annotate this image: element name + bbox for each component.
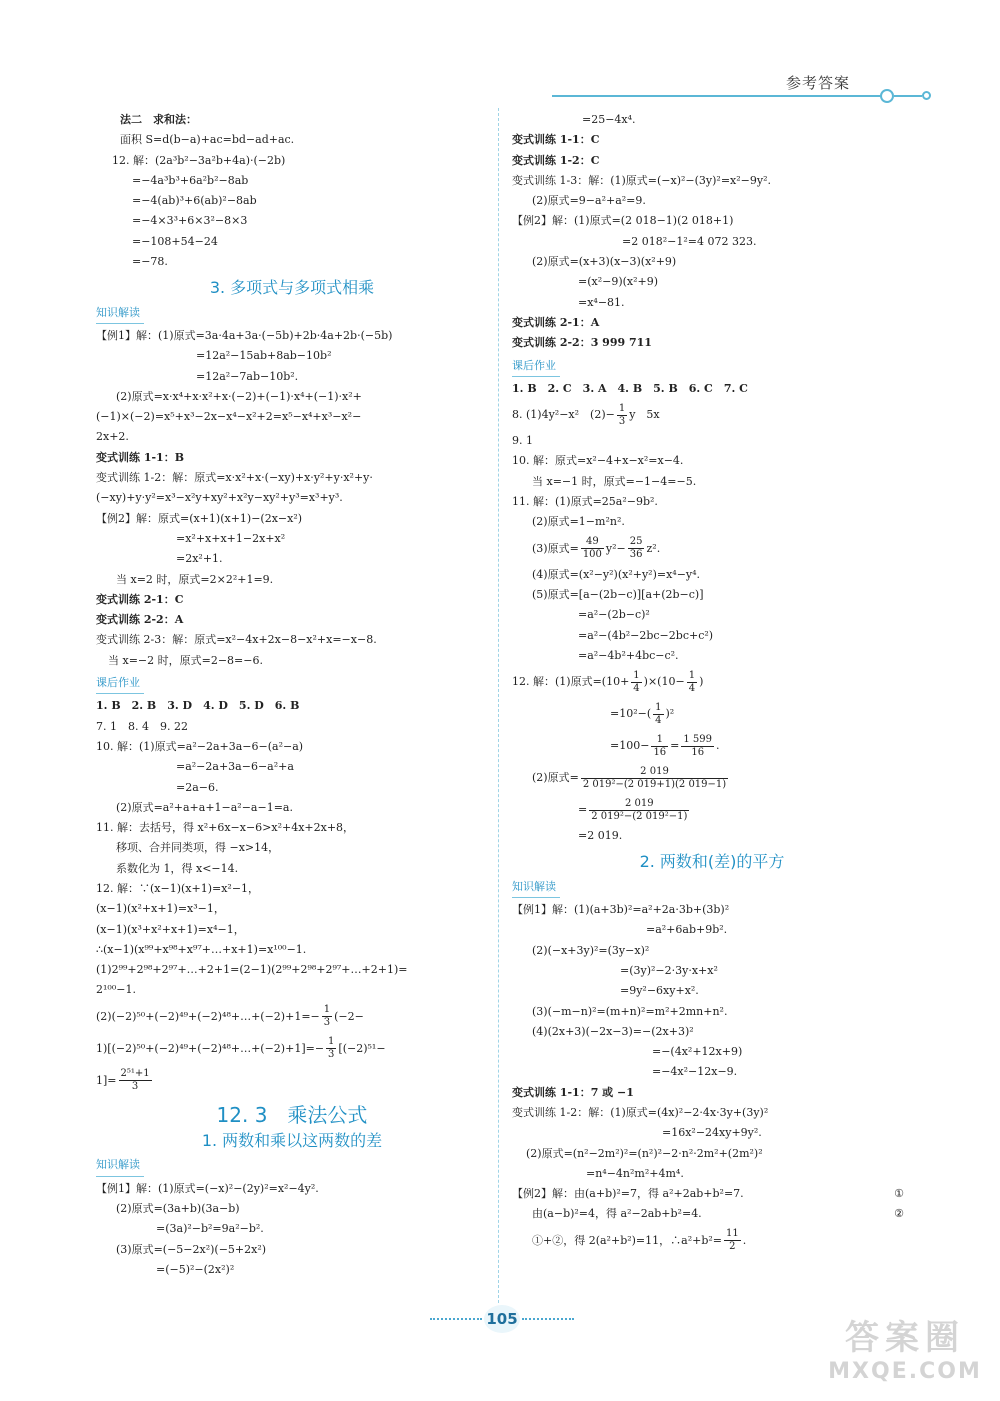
text-line: =−108+54−24 [132, 234, 218, 248]
text-line: 【例2】解：(1)原式=(2 018−1)(2 018+1) [512, 214, 734, 228]
text-line: 当 x=2 时，原式=2×2²+1=9. [116, 572, 274, 586]
fraction: $\frac{25}{36}$ [629, 536, 643, 561]
text-line: 移项、合并同类项，得 −x>14， [116, 841, 280, 855]
text-line: =2 019. [578, 829, 623, 843]
formula-line: 1)[(−2)⁵⁰+(−2)⁴⁹+(−2)⁴⁸+…+(−2)+1]=− $\frac{1}{3}$ [(−2)⁵¹− [96, 1036, 386, 1061]
text-line: 【例1】解：(1)(a+3b)²=a²+2a·3b+(3b)² [512, 903, 730, 917]
text-line: 变式训练 1-1：B [96, 450, 184, 464]
formula-line: (2)(−2)⁵⁰+(−2)⁴⁹+(−2)⁴⁸+…+(−2)+1=− $\frac{1}{3}$ (−2− [96, 1004, 364, 1029]
section-tag: 知识解读 [96, 1155, 144, 1176]
text-line: 变式训练 2-2：3 999 711 [512, 336, 652, 350]
text-line: (x−1)(x³+x²+x+1)=x⁴−1， [96, 922, 245, 936]
text-line: 1. B 2. C 3. A 4. B 5. B 6. C 7. C [512, 381, 748, 395]
section-tag: 课后作业 [96, 673, 144, 694]
text-line: (1)2⁹⁹+2⁹⁸+2⁹⁷+…+2+1=(2−1)(2⁹⁹+2⁹⁸+2⁹⁷+…+2+1)= [96, 963, 408, 977]
text-line: (2)原式=(3a+b)(3a−b) [116, 1201, 240, 1215]
formula-line: = $\frac{2 019}{\text{2 019²−(2 019²−1)}}$ [578, 797, 688, 822]
text-line: 【例2】解：原式=(x+1)(x+1)−(2x−x²) [96, 511, 303, 525]
text-line: =−4a³b³+6a²b²−8ab [132, 173, 249, 187]
text-line: (2)原式=x·x⁴+x·x²+x·(−2)+(−1)·x⁴+(−1)·x²+ [116, 389, 362, 403]
text-line: =12a²−7ab−10b². [196, 369, 299, 383]
fraction: $\frac{2 019}{\text{2 019²−(2 019+1)(2 019−1)}}$ [582, 765, 727, 790]
text-line: =2x²+1. [176, 552, 223, 566]
text-line: =12a²−15ab+8ab−10b² [196, 349, 332, 363]
text-line: 法二 求和法： [120, 113, 197, 126]
text-line: =9y²−6xy+x². [620, 984, 699, 998]
formula-line: 8. (1)4y²−x² (2)− $\frac{1}{3}$ y 5x [512, 402, 660, 427]
text-line: (5)原式=[a−(2b−c)][a+(2b−c)] [532, 587, 704, 601]
text-line: =25−4x⁴. [582, 113, 636, 126]
text-line: =2a−6. [176, 780, 219, 794]
dotted-rule [522, 1318, 574, 1320]
text-line: =(x²−9)(x²+9) [578, 275, 659, 289]
text-line: =2 018²−1²=4 072 323. [622, 234, 757, 248]
fraction: $\frac{1}{4}$ [633, 669, 640, 694]
formula-line: (2)原式= $\frac{2 019}{\text{2 019²−(2 019+1)(2 019−1)}}$ [532, 765, 727, 790]
fraction: $\frac{1 599}{16}$ [683, 733, 713, 758]
header-title: 参考答案 [786, 74, 851, 92]
text-line: (3)(−m−n)²=(m+n)²=m²+2mn+n². [532, 1004, 728, 1018]
text-line: 系数化为 1，得 x<−14. [116, 861, 239, 875]
section-title: 1. 两数和乘以这两数的差 [201, 1131, 383, 1151]
text-line: =(3y)²−2·3y·x+x² [620, 963, 718, 977]
text-line: 11. 解：去括号，得 x²+6x−x−6>x²+4x+2x+8， [96, 821, 355, 835]
text-line: 2x+2. [96, 430, 129, 444]
text-line: (2)原式=9−a²+a²=9. [532, 194, 646, 208]
text-line: =−4x²−12x−9. [652, 1065, 738, 1079]
fraction: $\frac{1}{4}$ [655, 701, 662, 726]
text-line: 7. 1 8. 4 9. 22 [96, 719, 188, 733]
header-circle-icon [880, 89, 894, 103]
text-line: 变式训练 1-2：C [512, 153, 600, 167]
text-line: =(3a)²−b²=9a²−b². [156, 1222, 264, 1236]
text-line: =n⁴−4n²m²+4m⁴. [586, 1166, 684, 1180]
column-divider [498, 108, 499, 1303]
text-line: =−(4x²+12x+9) [652, 1045, 743, 1059]
formula-line: =10²−( $\frac{1}{4}$ )² [610, 701, 675, 726]
text-line: =a²−(2b−c)² [578, 608, 650, 622]
text-line: =x²+x+x+1−2x+x² [176, 531, 286, 545]
text-line: 变式训练 2-1：C [96, 592, 184, 606]
page-footer [430, 1305, 574, 1333]
text-line: =−4×3³+6×3²−8×3 [132, 214, 248, 228]
text-line: =(−5)²−(2x²)² [156, 1262, 235, 1276]
right-column [512, 110, 912, 1257]
text-line: 变式训练 2-1：A [512, 315, 600, 329]
text-line: (4)原式=(x²−y²)(x²+y²)=x⁴−y⁴. [532, 567, 701, 581]
section-tag: 知识解读 [96, 303, 144, 324]
text-line: (2)原式=(n²−2m²)²=(n²)²−2·n²·2m²+(2m²)² [526, 1146, 763, 1160]
fraction: $\frac{1}{4}$ [688, 669, 696, 694]
formula-line: (3)原式= $\frac{49}{100}$ y²− $\frac{25}{36}$ z². [532, 536, 661, 561]
section-title: 2. 两数和(差)的平方 [639, 852, 785, 872]
text-line: 变式训练 1-2：解：(1)原式=(4x)²−2·4x·3y+(3y)² [512, 1105, 769, 1119]
text-line: (−1)×(−2)=x⁵+x³−2x−x⁴−x²+2=x⁵−x⁴+x³−x²− [96, 410, 362, 424]
text-line: 12. 解：(2a³b²−3a²b+4a)·(−2b) [112, 153, 286, 167]
text-line: 9. 1 [512, 434, 533, 448]
section-tag: 课后作业 [512, 356, 560, 377]
text-line: 10. 解：原式=x²−4+x−x²=x−4. [512, 454, 684, 468]
fraction: $\frac{1}{3}$ [328, 1036, 335, 1061]
text-line: 变式训练 1-2：解：原式=x·x²+x·(−xy)+x·y²+y·x²+y· [96, 471, 373, 485]
formula-line: 由(a−b)²=4，得 a²−2ab+b²=4. ② [512, 1204, 912, 1224]
text-line: 变式训练 1-3：解：(1)原式=(−x)²−(3y)²=x²−9y². [512, 173, 772, 187]
formula-line: =100− $\frac{1}{16}$ = $\frac{1 599}{16}$ . [610, 733, 720, 758]
formula-line: ①+②，得 2(a²+b²)=11，∴a²+b²= $\frac{11}{2}$ . [532, 1228, 747, 1253]
text-line: 2¹⁰⁰−1. [96, 983, 136, 997]
header-rule-end [894, 95, 922, 97]
header-small-circle-icon [922, 91, 931, 100]
fraction: $\frac{\text{2⁵¹+1}}{3}$ [120, 1068, 150, 1093]
text-line: (−xy)+y·y²=x³−x²y+xy²+x²y−xy²+y³=x³+y³. [96, 491, 343, 505]
section-title: 3. 多项式与多项式相乘 [209, 278, 375, 298]
text-line: 当 x=−2 时，原式=2−8=−6. [108, 653, 263, 667]
text-line: =x⁴−81. [578, 295, 625, 309]
section-tag: 知识解读 [512, 877, 560, 898]
fraction: $\frac{2 019}{\text{2 019²−(2 019²−1)}}$ [591, 797, 688, 822]
text-line: (2)(−x+3y)²=(3y−x)² [532, 943, 650, 957]
fraction: $\frac{1}{16}$ [653, 733, 667, 758]
text-line: =a²−2a+3a−6−a²+a [176, 760, 294, 774]
formula-line: 12. 解：(1)原式=(10+ $\frac{1}{4}$ )×(10− $\frac{1}{4}$ ) [512, 669, 704, 694]
text-line: 变式训练 1-1：C [512, 133, 600, 147]
text-line: =a²−(4b²−2bc−2bc+c²) [578, 628, 714, 642]
left-column [96, 110, 488, 1280]
text-line: 【例1】解：(1)原式=(−x)²−(2y)²=x²−4y². [96, 1181, 319, 1195]
header-rule [552, 95, 886, 97]
text-line: 【例1】解：(1)原式=3a·4a+3a·(−5b)+2b·4a+2b·(−5b) [96, 328, 393, 342]
page-number: 105 [484, 1305, 520, 1333]
text-line: =−78. [132, 255, 168, 269]
text-line: 面积 S=d(b−a)+ac=bd−ad+ac. [120, 133, 295, 147]
dotted-rule [430, 1318, 482, 1320]
text-line: =a²−4b²+4bc−c². [578, 648, 679, 662]
text-line: (4)(2x+3)(−2x−3)=−(2x+3)² [532, 1024, 694, 1038]
text-line: ∴(x−1)(x⁹⁹+x⁹⁸+x⁹⁷+…+x+1)=x¹⁰⁰−1. [96, 942, 307, 956]
formula-line: 1]= $\frac{\text{2⁵¹+1}}{3}$ [96, 1068, 150, 1093]
fraction: $\frac{49}{100}$ [582, 536, 602, 561]
fraction: $\frac{1}{3}$ [323, 1004, 331, 1029]
fraction: $\frac{1}{3}$ [618, 402, 626, 427]
text-line: (2)原式=(x+3)(x−3)(x²+9) [532, 255, 677, 269]
text-line: 变式训练 1-1：7 或 −1 [512, 1085, 634, 1099]
text-line: 变式训练 2-3：解：原式=x²−4x+2x−8−x²+x=−x−8. [96, 633, 377, 647]
fraction: $\frac{11}{2}$ [726, 1228, 739, 1253]
text-line: (3)原式=(−5−2x²)(−5+2x²) [116, 1242, 267, 1256]
text-line: (x−1)(x²+x+1)=x³−1， [96, 902, 225, 916]
watermark-logo: 答案圈 MXQE.COM [828, 1318, 982, 1384]
text-line: (2)原式=a²+a+a+1−a²−a−1=a. [116, 800, 293, 814]
text-line: =−4(ab)³+6(ab)²−8ab [132, 194, 257, 208]
text-line: 12. 解：∵(x−1)(x+1)=x²−1， [96, 881, 260, 895]
text-line: =a²+6ab+9b². [646, 923, 728, 937]
circle-marker: ② [894, 1207, 904, 1221]
text-line: =16x²−24xy+9y². [662, 1126, 762, 1140]
text-line: 变式训练 2-2：A [96, 613, 184, 627]
text-line: 1. B 2. B 3. D 4. D 5. D 6. B [96, 699, 300, 713]
formula-line: 【例2】解：由(a+b)²=7，得 a²+2ab+b²=7. ① [512, 1184, 912, 1204]
chapter-title: 12. 3 乘法公式 [216, 1102, 368, 1127]
text-line: 当 x=−1 时，原式=−1−4=−5. [532, 474, 697, 488]
text-line: 11. 解：(1)原式=25a²−9b². [512, 495, 658, 509]
text-line: (2)原式=1−m²n². [532, 515, 625, 529]
text-line: 10. 解：(1)原式=a²−2a+3a−6−(a²−a) [96, 739, 304, 753]
circle-marker: ① [894, 1187, 904, 1201]
